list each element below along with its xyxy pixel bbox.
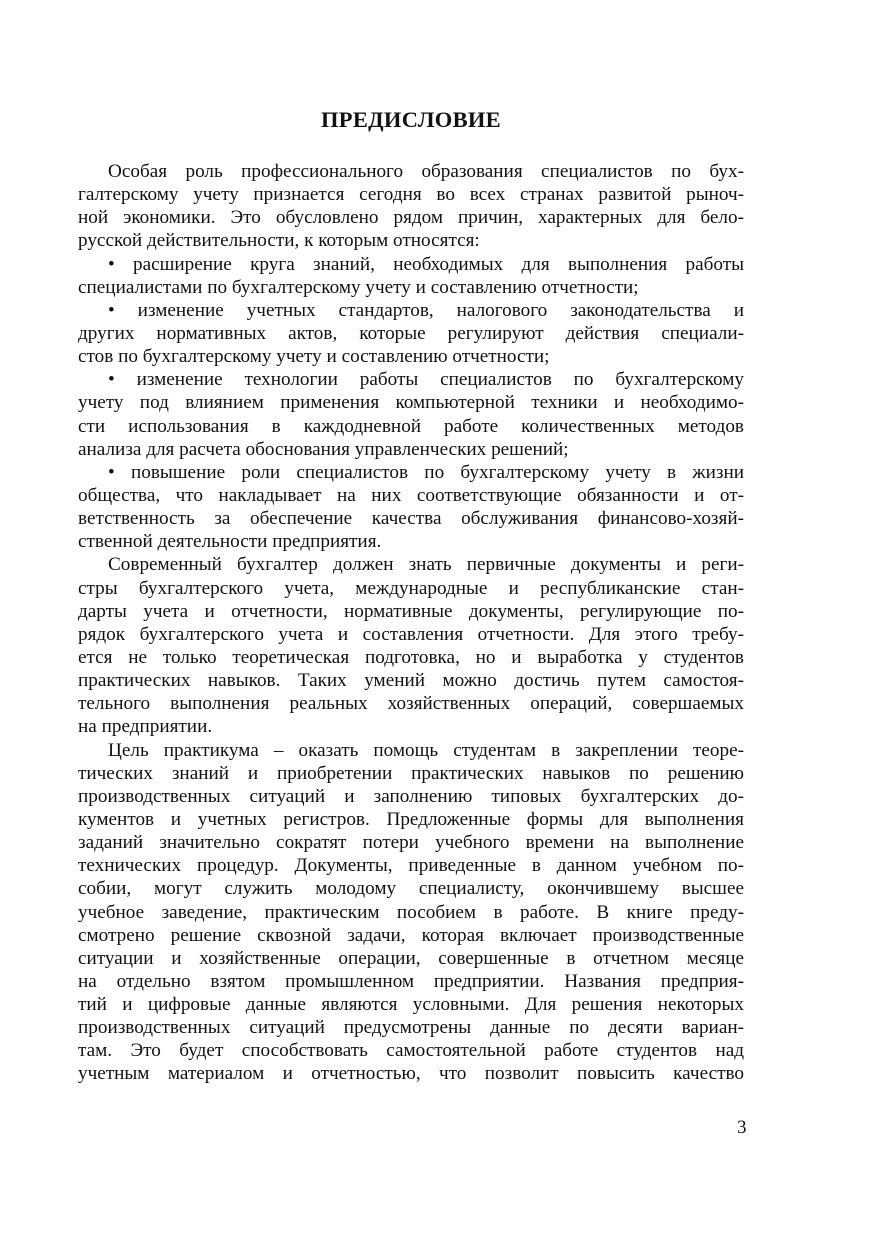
text-line: Цель практикума – оказать помощь студентам в закреплении теоре- — [108, 739, 744, 761]
page-number: 3 — [737, 1117, 747, 1138]
text-line: ситуации и хозяйственные операции, совершенные в отчетном месяце — [78, 947, 744, 969]
text-line: ной экономики. Это обусловлено рядом причин, характерных для бело- — [78, 207, 744, 229]
text-line: ется не только теоретическая подготовка, но и выработка у студентов — [78, 646, 744, 668]
text-line: специалистами по бухгалтерскому учету и составлению отчетности; — [78, 276, 639, 298]
text-line: заданий значительно сократят потери учебного времени на выполнение — [78, 832, 744, 854]
text-line: производственных ситуаций и заполнению типовых бухгалтерских до- — [78, 785, 744, 807]
body-text — [78, 160, 744, 1086]
text-line: практических навыков. Таких умений можно достичь путем самостоя- — [78, 670, 744, 692]
text-line: производственных ситуаций предусмотрены данные по десяти вариан- — [78, 1017, 744, 1039]
text-line: дарты учета и отчетности, нормативные документы, регулирующие по- — [78, 600, 744, 622]
text-line: там. Это будет способствовать самостоятельной работе студентов над — [78, 1040, 744, 1062]
text-line: учету под влиянием применения компьютерной техники и необходимо- — [78, 392, 744, 414]
text-line: технических процедур. Документы, приведенные в данном учебном по- — [78, 855, 744, 877]
text-line: Особая роль профессионального образования специалистов по бух- — [108, 161, 744, 182]
text-line: рядок бухгалтерского учета и составления отчетности. Для этого требу- — [78, 623, 744, 645]
text-line: тельного выполнения реальных хозяйственных операций, совершаемых — [78, 693, 744, 715]
text-line: галтерскому учету признается сегодня во всех странах развитой рыноч- — [78, 184, 744, 206]
text-line: • изменение технологии работы специалистов по бухгалтерскому — [108, 369, 744, 391]
text-line: русской действительности, к которым относятся: — [78, 230, 480, 252]
text-line: • расширение круга знаний, необходимых для выполнения работы — [108, 253, 744, 275]
text-line: учебное заведение, практическим пособием в работе. В книге преду- — [78, 901, 744, 923]
text-line: собии, могут служить молодому специалисту, окончившему высшее — [78, 878, 744, 900]
text-line: Современный бухгалтер должен знать первичные документы и реги- — [108, 554, 744, 576]
text-line: тий и цифровые данные являются условными. Для решения некоторых — [78, 994, 744, 1016]
text-line: ветственность за обеспечение качества обслуживания финансово-хозяй- — [78, 508, 744, 530]
text-line: • изменение учетных стандартов, налогового законодательства и — [108, 299, 744, 321]
text-line: сти использования в каждодневной работе количественных методов — [78, 415, 744, 437]
text-line: общества, что накладывает на них соответствующие обязанности и от- — [78, 484, 744, 506]
text-line: других нормативных актов, которые регулируют действия специали- — [78, 322, 744, 344]
text-line: ственной деятельности предприятия. — [78, 531, 382, 553]
text-line: • повышение роли специалистов по бухгалтерскому учету в жизни — [108, 461, 744, 483]
text-line: стры бухгалтерского учета, международные и республиканские стан- — [78, 577, 744, 599]
text-line: на отдельно взятом промышленном предприятии. Названия предприя- — [78, 970, 744, 992]
text-line: кументов и учетных регистров. Предложенные формы для выполнения — [78, 808, 744, 830]
text-line: стов по бухгалтерскому учету и составлению отчетности; — [78, 346, 550, 368]
text-line: на предприятии. — [78, 716, 213, 738]
text-line: смотрено решение сквозной задачи, которая включает производственные — [78, 924, 744, 946]
text-line: тических знаний и приобретении практических навыков по решению — [78, 762, 744, 784]
text-line: анализа для расчета обоснования управленческих решений; — [78, 438, 569, 460]
text-line: учетным материалом и отчетностью, что позволит повысить качество — [78, 1063, 744, 1085]
page-title: ПРЕДИСЛОВИЕ — [320, 107, 501, 132]
